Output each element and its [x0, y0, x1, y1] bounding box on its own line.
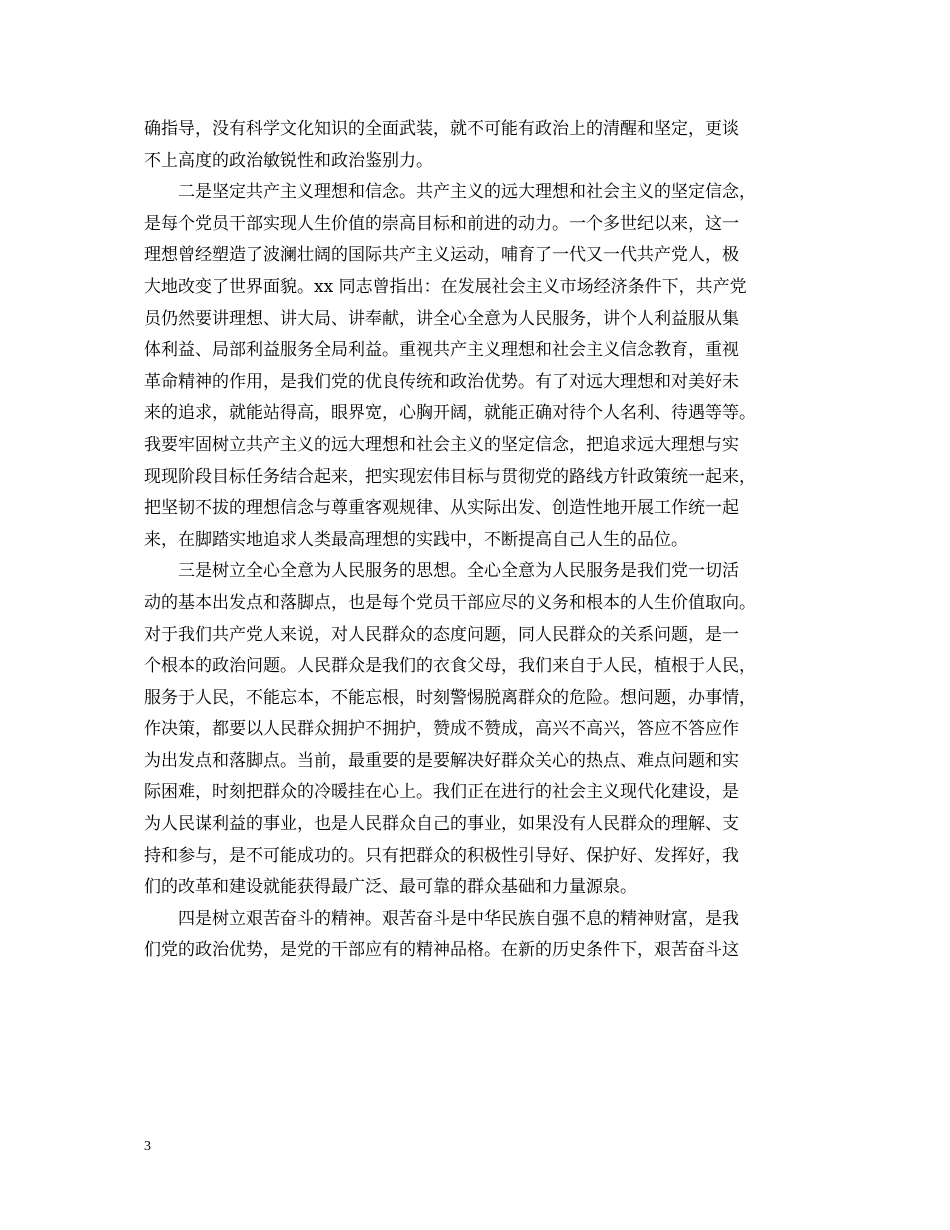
text-line: 现现阶段目标任务结合起来，把实现宏伟目标与贯彻党的路线方针政策统一起来， — [144, 466, 756, 487]
text-line: 来，在脚踏实地追求人类最高理想的实践中，不断提高自己人生的品位。 — [144, 529, 688, 550]
text-line: 是每个党员干部实现人生价值的崇高目标和前进的动力。一个多世纪以来，这一 — [144, 213, 739, 234]
text-line: 服务于人民，不能忘本，不能忘根，时刻警惕脱离群众的危险。想问题，办事情， — [144, 687, 756, 708]
text-line: 作决策，都要以人民群众拥护不拥护，赞成不赞成，高兴不高兴，答应不答应作 — [144, 719, 739, 740]
body-text — [144, 114, 808, 967]
text-line: 革命精神的作用，是我们党的优良传统和政治优势。有了对远大理想和对美好未 — [144, 371, 739, 392]
text-line: 持和参与，是不可能成功的。只有把群众的积极性引导好、保护好、发挥好，我 — [144, 845, 739, 866]
text-line: 来的追求，就能站得高，眼界宽，心胸开阔，就能正确对待个人名利、待遇等等。 — [144, 403, 756, 424]
text-line: 大地改变了世界面貌。xx 同志曾指出：在发展社会主义市场经济条件下，共产党 — [144, 276, 747, 297]
text-line: 际困难，时刻把群众的冷暖挂在心上。我们正在进行的社会主义现代化建设，是 — [144, 782, 739, 803]
text-line: 为出发点和落脚点。当前，最重要的是要解决好群众关心的热点、难点问题和实 — [144, 750, 739, 771]
text-line: 体利益、局部利益服务全局利益。重视共产主义理想和社会主义信念教育，重视 — [144, 340, 739, 361]
text-line: 们党的政治优势，是党的干部应有的精神品格。在新的历史条件下，艰苦奋斗这 — [144, 940, 739, 961]
text-line: 个根本的政治问题。人民群众是我们的衣食父母，我们来自于人民，植根于人民， — [144, 656, 756, 677]
paragraph-start-line: 四是树立艰苦奋斗的精神。艰苦奋斗是中华民族自强不息的精神财富，是我 — [178, 908, 739, 929]
page-number: 3 — [144, 1139, 151, 1154]
paragraph-start-line: 二是坚定共产主义理想和信念。共产主义的远大理想和社会主义的坚定信念， — [178, 182, 756, 203]
text-line: 对于我们共产党人来说，对人民群众的态度问题，同人民群众的关系问题，是一 — [144, 624, 739, 645]
text-line: 们的改革和建设就能获得最广泛、最可靠的群众基础和力量源泉。 — [144, 877, 637, 898]
text-line: 员仍然要讲理想、讲大局、讲奉献，讲全心全意为人民服务，讲个人利益服从集 — [144, 308, 739, 329]
text-line: 理想曾经塑造了波澜壮阔的国际共产主义运动，哺育了一代又一代共产党人，极 — [144, 245, 739, 266]
text-line: 我要牢固树立共产主义的远大理想和社会主义的坚定信念，把追求远大理想与实 — [144, 434, 739, 455]
text-line: 不上高度的政治敏锐性和政治鉴别力。 — [144, 150, 433, 171]
text-line: 为人民谋利益的事业，也是人民群众自己的事业，如果没有人民群众的理解、支 — [144, 814, 739, 835]
paragraph-start-line: 三是树立全心全意为人民服务的思想。全心全意为人民服务是我们党一切活 — [178, 561, 739, 582]
text-line: 把坚韧不拔的理想信念与尊重客观规律、从实际出发、创造性地开展工作统一起 — [144, 498, 739, 519]
text-line: 确指导，没有科学文化知识的全面武装，就不可能有政治上的清醒和坚定，更谈 — [144, 119, 739, 139]
text-line: 动的基本出发点和落脚点，也是每个党员干部应尽的义务和根本的人生价值取向。 — [144, 592, 756, 613]
